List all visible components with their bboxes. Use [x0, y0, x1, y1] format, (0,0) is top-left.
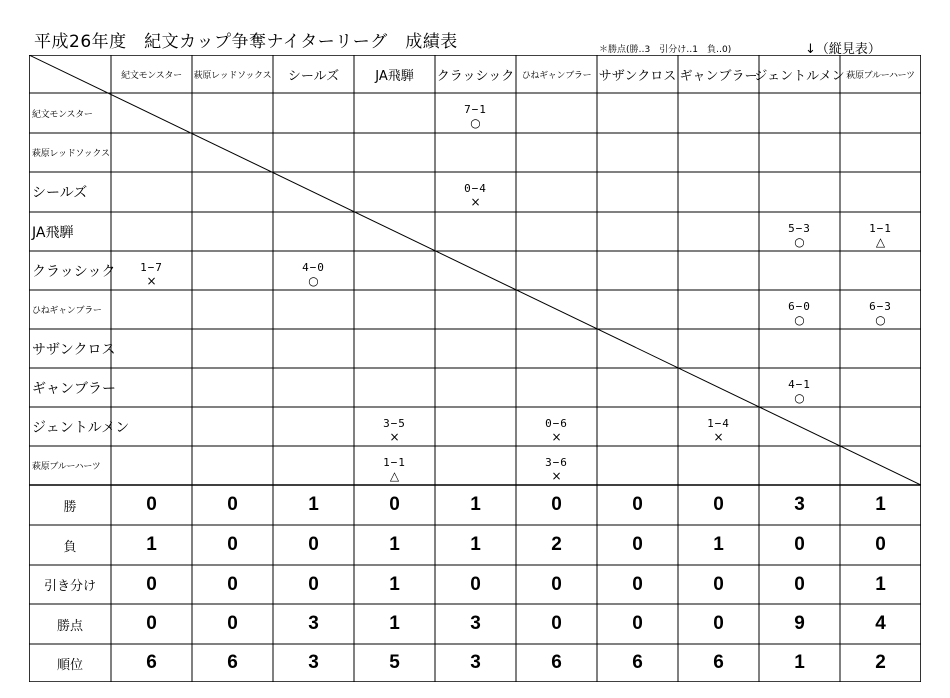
summary-value-text: 6: [713, 652, 724, 673]
match-outcome-mark: ×: [551, 469, 562, 483]
summary-value-text: 1: [146, 534, 157, 555]
summary-value-text: 0: [551, 494, 562, 515]
summary-value-text: 0: [146, 573, 157, 595]
match-score: 1−1: [869, 222, 892, 235]
summary-value-text: 0: [632, 494, 643, 515]
summary-value-text: 0: [632, 613, 643, 634]
column-header-label: シールズ: [287, 68, 340, 84]
summary-value-text: 1: [875, 494, 886, 515]
summary-value-text: 0: [146, 613, 157, 634]
column-header-label: 紀文モンスター: [121, 70, 182, 81]
column-header-label: ジェントルメン: [754, 68, 845, 84]
summary-value-text: 0: [713, 494, 724, 515]
match-score: 1−4: [707, 417, 730, 430]
match-outcome-mark: ×: [713, 430, 724, 444]
summary-value-text: 0: [227, 494, 238, 515]
match-score: 5−3: [788, 222, 811, 235]
match-outcome-mark: ○: [308, 274, 319, 288]
summary-value-text: 2: [875, 652, 886, 673]
summary-label-text: 勝: [63, 499, 77, 515]
match-score: 3−6: [545, 456, 568, 469]
match-score: 7−1: [464, 103, 487, 116]
summary-value-text: 1: [713, 534, 724, 555]
summary-value-text: 0: [713, 613, 724, 634]
column-header-label: クラッシック: [436, 68, 515, 84]
page-title: 平成26年度 紀文カップ争奪ナイターリーグ 成績表: [34, 32, 458, 52]
match-outcome-mark: ○: [794, 235, 805, 249]
column-header-label: 萩原ブルーハーツ: [846, 70, 915, 81]
summary-value-text: 0: [470, 573, 481, 595]
summary-value-text: 0: [146, 494, 157, 515]
summary-value-text: 1: [794, 652, 805, 673]
row-header-label: 萩原レッドソックス: [32, 149, 110, 159]
results-table: [29, 55, 921, 682]
summary-value-text: 1: [389, 573, 400, 595]
summary-value-text: 0: [551, 613, 562, 634]
row-header-label: JA飛騨: [32, 224, 74, 241]
row-header-label: クラッシック: [32, 263, 116, 280]
column-header-label: JA飛騨: [375, 68, 414, 84]
row-header-label: 紀文モンスター: [32, 109, 93, 120]
row-header-label: ジェントルメン: [32, 419, 130, 436]
match-outcome-mark: ×: [389, 430, 400, 444]
summary-value-text: 0: [227, 613, 238, 634]
points-note: ＊勝点(勝‥3 引分け‥1 負‥0): [599, 45, 732, 55]
summary-value-text: 1: [470, 534, 481, 555]
row-header-label: サザンクロス: [32, 341, 116, 358]
summary-value-text: 3: [308, 613, 319, 634]
match-score: 1−1: [383, 456, 406, 469]
summary-value-text: 1: [470, 494, 481, 515]
summary-value-text: 1: [875, 573, 886, 595]
match-outcome-mark: ×: [470, 195, 481, 209]
match-score: 6−0: [788, 300, 811, 313]
summary-value-text: 0: [713, 573, 724, 595]
summary-value-text: 3: [308, 652, 319, 673]
summary-label-text: 勝点: [56, 618, 83, 634]
row-header-label: シールズ: [32, 185, 88, 201]
summary-value-text: 6: [146, 652, 157, 673]
match-outcome-mark: △: [389, 469, 400, 483]
summary-value-text: 0: [551, 573, 562, 595]
match-outcome-mark: ○: [794, 391, 805, 405]
column-header-label: サザンクロス: [598, 68, 677, 84]
summary-value-text: 1: [308, 494, 319, 515]
summary-value-text: 0: [227, 534, 238, 555]
row-header-label: ギャンブラー: [32, 380, 116, 397]
match-outcome-mark: ×: [146, 274, 157, 288]
summary-value-text: 0: [632, 573, 643, 595]
summary-value-text: 0: [227, 573, 238, 595]
match-score: 3−5: [383, 417, 406, 430]
summary-value-text: 0: [632, 534, 643, 555]
summary-label-text: 引き分け: [43, 579, 96, 594]
match-score: 6−3: [869, 300, 892, 313]
summary-value-text: 9: [794, 613, 805, 634]
diagonal-line: [29, 55, 921, 485]
summary-value-text: 0: [308, 534, 319, 555]
summary-value-text: 6: [227, 652, 238, 673]
summary-value-text: 6: [632, 652, 643, 673]
summary-value-text: 5: [389, 652, 400, 673]
summary-value-text: 3: [470, 652, 481, 673]
summary-label-text: 負: [63, 539, 77, 555]
summary-value-text: 3: [470, 613, 481, 634]
match-score: 1−7: [140, 261, 163, 274]
summary-value-text: 0: [794, 534, 805, 555]
summary-label-text: 順位: [56, 657, 83, 673]
row-header-label: 萩原ブルーハーツ: [32, 462, 101, 472]
match-score: 0−6: [545, 417, 568, 430]
match-outcome-mark: ×: [551, 430, 562, 444]
summary-value-text: 0: [794, 573, 805, 595]
summary-value-text: 1: [389, 534, 400, 555]
column-header-label: 萩原レッドソックス: [193, 70, 272, 81]
reading-direction-note: ↓（縦見表）: [805, 42, 881, 57]
summary-value-text: 0: [875, 534, 886, 555]
column-header-label: ひねギャンブラー: [521, 70, 592, 81]
summary-value-text: 3: [794, 494, 805, 515]
summary-value-text: 6: [551, 652, 562, 673]
match-outcome-mark: △: [875, 235, 886, 249]
match-score: 0−4: [464, 182, 487, 195]
summary-value-text: 0: [308, 573, 319, 595]
summary-value-text: 1: [389, 613, 400, 634]
match-outcome-mark: ○: [470, 116, 481, 130]
match-outcome-mark: ○: [875, 313, 886, 327]
match-outcome-mark: ○: [794, 313, 805, 327]
match-score: 4−0: [302, 261, 325, 274]
summary-value-text: 0: [389, 494, 400, 515]
match-score: 4−1: [788, 378, 811, 391]
summary-value-text: 4: [875, 613, 886, 634]
summary-value-text: 2: [551, 534, 562, 555]
column-header-label: ギャンブラー: [679, 68, 758, 84]
row-header-label: ひねギャンブラー: [32, 306, 102, 316]
grid-lines: [29, 55, 921, 682]
